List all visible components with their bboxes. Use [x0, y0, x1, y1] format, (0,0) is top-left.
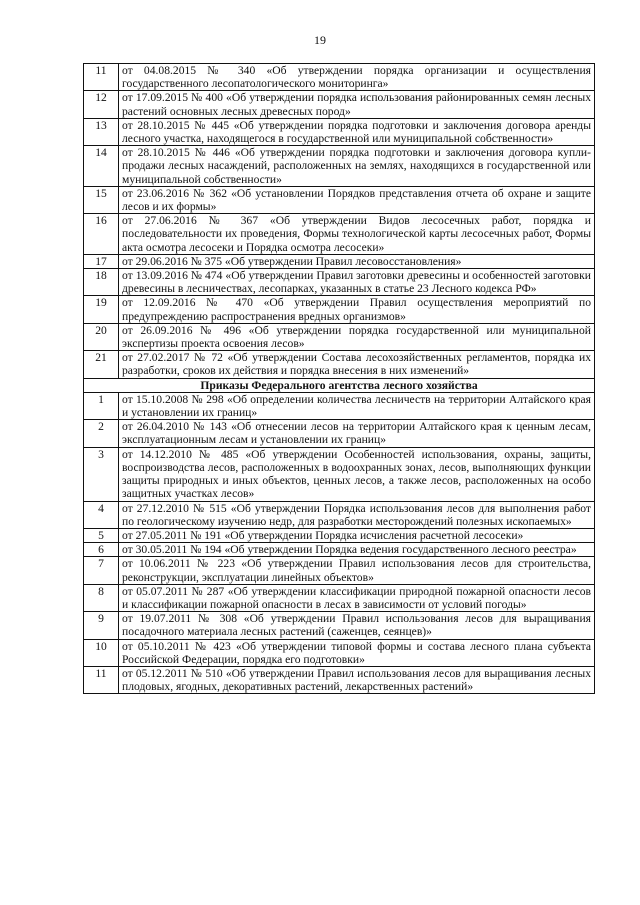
- row-text: от 17.09.2015 № 400 «Об утверждении порядка использования районированных семян лесных растений основных лесных древесных пород»: [119, 91, 595, 118]
- table-body-bottom: [84, 392, 595, 693]
- table-row: [84, 501, 595, 528]
- row-text: от 19.07.2011 № 308 «Об утверждении Правил использования лесов для выращивания посадочного материала лесных растений (саженцев, сеянцев)»: [119, 612, 595, 639]
- table-row: [84, 64, 595, 91]
- row-number: 21: [84, 351, 119, 378]
- row-text: от 14.12.2010 № 485 «Об утверждении Особенностей использования, охраны, защиты, воспроизводства лесов, расположенных в водоохранных зонах, лесов, выполняющих функции защиты природных и иных объектов, ценных лесов, а также лесов, расположенных на особо защитных участках лесов»: [119, 447, 595, 501]
- row-number: 6: [84, 543, 119, 557]
- row-number: 19: [84, 296, 119, 323]
- table-row: [84, 666, 595, 693]
- row-text: от 10.06.2011 № 223 «Об утверждении Правил использования лесов для строительства, реконструкции, эксплуатации линейных объектов»: [119, 557, 595, 584]
- regulations-table: [83, 63, 595, 694]
- table-row: [84, 420, 595, 447]
- table-row: [84, 392, 595, 419]
- row-text: от 30.05.2011 № 194 «Об утверждении Порядка ведения государственного лесного реестра»: [119, 543, 595, 557]
- row-text: от 05.07.2011 № 287 «Об утверждении классификации природной пожарной опасности лесов и классификации пожарной опасности в лесах в зависимости от условий погоды»: [119, 584, 595, 611]
- section-heading: Приказы Федерального агентства лесного хозяйства: [84, 378, 595, 392]
- table-row: [84, 557, 595, 584]
- row-number: 7: [84, 557, 119, 584]
- row-text: от 27.06.2016 № 367 «Об утверждении Видов лесосечных работ, порядка и последовательности их проведения, Формы технологической карты лесосечных работ, Формы акта осмотра лесосеки и Порядка осмотра лесосеки»: [119, 214, 595, 255]
- table-row: [84, 447, 595, 501]
- table-row: [84, 186, 595, 213]
- row-number: 17: [84, 254, 119, 268]
- row-number: 13: [84, 118, 119, 145]
- row-number: 11: [84, 64, 119, 91]
- row-number: 20: [84, 323, 119, 350]
- row-text: от 12.09.2016 № 470 «Об утверждении Правил осуществления мероприятий по предупреждению распространения вредных организмов»: [119, 296, 595, 323]
- row-number: 15: [84, 186, 119, 213]
- row-text: от 15.10.2008 № 298 «Об определении количества лесничеств на территории Алтайского края и установлении их границ»: [119, 392, 595, 419]
- row-text: от 05.10.2011 № 423 «Об утверждении типовой формы и состава лесного плана субъекта Российской Федерации, порядка его подготовки»: [119, 639, 595, 666]
- row-text: от 04.08.2015 № 340 «Об утверждении порядка организации и осуществления государственного лесопатологического мониторинга»: [119, 64, 595, 91]
- table-row: [84, 528, 595, 542]
- row-number: 1: [84, 392, 119, 419]
- table-section: [84, 378, 595, 392]
- row-text: от 05.12.2011 № 510 «Об утверждении Правил использования лесов для выращивания лесных плодовых, ягодных, декоративных растений, лекарственных растений»: [119, 666, 595, 693]
- row-text: от 27.05.2011 № 191 «Об утверждении Порядка исчисления расчетной лесосеки»: [119, 528, 595, 542]
- table-row: [84, 146, 595, 187]
- table-row: [84, 254, 595, 268]
- row-number: 2: [84, 420, 119, 447]
- row-text: от 29.06.2016 № 375 «Об утверждении Правил лесовосстановления»: [119, 254, 595, 268]
- row-text: от 23.06.2016 № 362 «Об установлении Порядков представления отчета об охране и защите лесов и их формы»: [119, 186, 595, 213]
- table-row: [84, 351, 595, 378]
- row-number: 16: [84, 214, 119, 255]
- table-row: [84, 269, 595, 296]
- page-number: 19: [314, 33, 326, 47]
- row-number: 8: [84, 584, 119, 611]
- table-row: [84, 214, 595, 255]
- row-text: от 27.02.2017 № 72 «Об утверждении Состава лесохозяйственных регламентов, порядка их разработки, сроков их действия и порядка внесения в них изменений»: [119, 351, 595, 378]
- row-number: 11: [84, 666, 119, 693]
- row-number: 5: [84, 528, 119, 542]
- row-number: 14: [84, 146, 119, 187]
- table-body-top: [84, 64, 595, 379]
- table-row: [84, 296, 595, 323]
- row-number: 3: [84, 447, 119, 501]
- row-text: от 27.12.2010 № 515 «Об утверждении Порядка использования лесов для выполнения работ по геологическому изучению недр, для разработки месторождений полезных ископаемых»: [119, 501, 595, 528]
- row-text: от 13.09.2016 № 474 «Об утверждении Правил заготовки древесины и особенностей заготовки древесины в лесничествах, лесопарках, указанных в статье 23 Лесного кодекса РФ»: [119, 269, 595, 296]
- table-row: [84, 612, 595, 639]
- table-row: [84, 639, 595, 666]
- row-number: 4: [84, 501, 119, 528]
- row-number: 12: [84, 91, 119, 118]
- table-row: [84, 91, 595, 118]
- table-row: [84, 543, 595, 557]
- row-text: от 26.09.2016 № 496 «Об утверждении порядка государственной или муниципальной экспертизы проекта освоения лесов»: [119, 323, 595, 350]
- row-text: от 28.10.2015 № 445 «Об утверждении порядка подготовки и заключения договора аренды лесного участка, находящегося в государственной или муниципальной собственности»: [119, 118, 595, 145]
- row-text: от 26.04.2010 № 143 «Об отнесении лесов на территории Алтайского края к ценным лесам, эксплуатационным лесам и установлении их границ»: [119, 420, 595, 447]
- table-row: [84, 323, 595, 350]
- table-row: [84, 584, 595, 611]
- row-text: от 28.10.2015 № 446 «Об утверждении порядка подготовки и заключения договора купли-продажи лесных насаждений, расположенных на землях, находящихся в государственной или муниципальной собственности»: [119, 146, 595, 187]
- row-number: 9: [84, 612, 119, 639]
- row-number: 10: [84, 639, 119, 666]
- section-heading-row: [84, 378, 595, 392]
- table-row: [84, 118, 595, 145]
- row-number: 18: [84, 269, 119, 296]
